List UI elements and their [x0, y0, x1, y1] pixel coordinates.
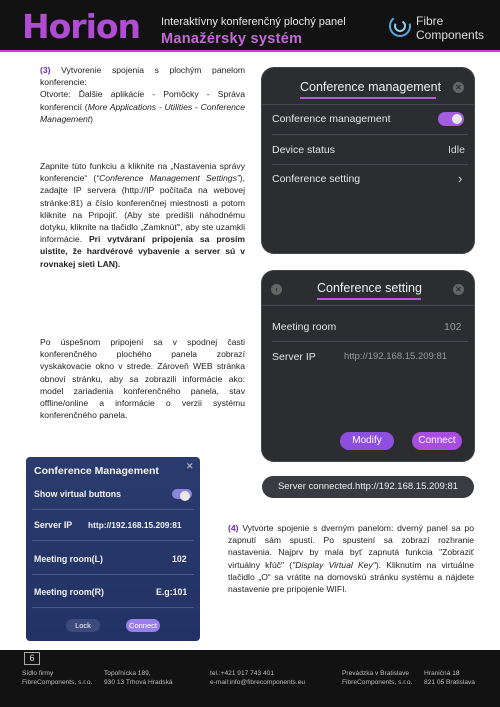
footer-col-2 [104, 670, 173, 687]
meeting-room-value[interactable]: 102 [444, 321, 462, 333]
paragraph-italic: “Conference Management Settings” [96, 173, 240, 184]
step-number: (3) [40, 65, 51, 75]
section-3-text [40, 64, 245, 125]
conference-management-dialog [26, 457, 200, 641]
footer-line: 930 13 Trhová Hradská [104, 678, 173, 686]
header-accent-line [0, 50, 500, 52]
divider [272, 134, 468, 135]
server-connected-toast: Server connected.http://192.168.15.209:81 [262, 476, 474, 498]
footer-line: 821 05 Bratislava [424, 678, 475, 686]
paragraph-text: ). Kliknutím na virtuálne tlačidlo „O“ sa vrátite na domovskú stránku systému a nájdete nastavenie pre pripojenie WIFI. [228, 559, 474, 595]
header-title-line1: Interaktívny konferenčný plochý panel [161, 16, 346, 28]
show-virtual-buttons-toggle[interactable] [172, 489, 192, 499]
conference-setting-row[interactable]: Conference setting [272, 173, 361, 185]
title-underline [300, 97, 436, 99]
meeting-room-r-field[interactable]: E.g:101 [156, 587, 188, 597]
divider [272, 164, 468, 165]
brand-line1: Fibre [416, 14, 444, 28]
paragraph-text: Po úspešnom pripojení sa v spodnej časti konferenčného plochého panela zobrazí vyskakovacie okno v strede. Zároveň WEB stránka obnoví stránku, aby sa zobrazili informácie ako: model zariadenia konferenčného panela, stav offline/online a informácie o verzii systému konferenčného panela. [40, 337, 245, 421]
brand-line2: Components [416, 28, 485, 42]
divider [262, 305, 474, 306]
connect-button[interactable]: Connect [412, 432, 462, 450]
close-icon[interactable]: ✕ [453, 82, 464, 93]
footer-line: FibreComponents, s.r.o. [22, 678, 93, 686]
connect-button[interactable]: Connect [126, 619, 160, 632]
footer-line: FibreComponents, s.r.o. [342, 678, 413, 686]
close-icon[interactable]: ✕ [453, 284, 464, 295]
paragraph-text: Vytvorte spojenie s dverným panelom: dverný panel sa po zapnutí sám spustí. Po spustení sa zobrazí rozhranie nastavenia. Najprv by mala byť zapnutá funkcia "Zobraziť virtuálny kľúč" ( [228, 523, 474, 570]
footer-line: Prevádzka v Bratislave [342, 670, 410, 677]
device-status-value: Idle [448, 144, 465, 156]
footer-line: e-mail:info@fibrecomponents.eu [210, 678, 306, 686]
footer-line: Hraničná 18 [424, 670, 460, 677]
show-virtual-buttons-label: Show virtual buttons [34, 489, 121, 499]
horion-logo: Horion [22, 7, 141, 46]
paragraph-italic: More Applications - Utilities - Conference Management [40, 101, 245, 124]
divider [32, 509, 194, 510]
meeting-room-l-field[interactable]: 102 [172, 554, 187, 564]
footer-line: Sídlo firmy [22, 670, 54, 677]
conference-management-label: Conference management [272, 113, 391, 125]
divider [32, 574, 194, 575]
conference-management-toggle[interactable] [438, 112, 464, 126]
footer-col-3 [210, 670, 305, 687]
footer-col-1 [22, 670, 92, 687]
paragraph-text: Otvorte: Ďalšie aplikácie - Pomôcky - Správa konferencií ( [40, 89, 245, 112]
server-ip-value[interactable]: http://192.168.15.209:81 [344, 351, 448, 362]
divider [262, 104, 474, 105]
meeting-room-label: Meeting room [272, 321, 337, 333]
fibre-components-logo [388, 12, 493, 42]
paragraph-bold: Pri vytváraní pripojenia sa prosím uistite, že hardvérové vybavenie a server sú v rovnakej sieti LAN). [40, 234, 246, 269]
section-4-text [228, 522, 474, 595]
modify-button[interactable]: Modify [340, 432, 394, 450]
footer-col-4 [342, 670, 412, 687]
paragraph-text: ), zadajte IP servera (http://IP počítača na webovej stránke:81) a číslo konferenčnej miestnosti a potom kliknite na Pripojiť. (Aby ste predišli náhodnému dotyku, kliknite na tlačidlo „Zamknúť“, aby ste uzamkli informácie. [40, 173, 245, 245]
header-title-line2: Manažérsky systém [161, 31, 303, 47]
paragraph-text: Zapnite túto funkciu a kliknite na „Nastavenia správy konferencie“ ( [40, 161, 245, 184]
footer-col-5 [424, 670, 475, 687]
close-icon[interactable]: ✕ [186, 461, 194, 471]
page-number: 6 [24, 652, 40, 665]
conference-setting-screen [262, 271, 474, 461]
meeting-room-r-label: Meeting room(R) [34, 587, 104, 597]
chevron-right-icon: › [458, 171, 463, 186]
lock-button[interactable]: Lock [66, 619, 100, 632]
connection-text [40, 336, 245, 421]
conference-management-screen [262, 68, 474, 253]
server-ip-label: Server IP [34, 520, 73, 530]
divider [32, 607, 194, 608]
screen-title: Conference setting [317, 281, 422, 295]
server-ip-field[interactable]: http://192.168.15.209:81 [88, 520, 182, 530]
meeting-room-l-label: Meeting room(L) [34, 554, 103, 564]
server-ip-label: Server IP [272, 351, 316, 363]
paragraph-italic: "Display Virtual Key" [292, 559, 376, 570]
step-number: (4) [228, 523, 239, 533]
footer-line: tel.:+421 917 743 401 [210, 670, 274, 677]
back-arrow-icon[interactable]: ‹ [271, 284, 282, 295]
device-status-label: Device status [272, 144, 336, 156]
paragraph-text: ) [90, 113, 94, 124]
instructions-text [40, 160, 245, 270]
screen-title: Conference management [300, 80, 442, 94]
divider [32, 540, 194, 541]
divider [272, 341, 468, 342]
dialog-title: Conference Management [34, 465, 159, 477]
title-underline [317, 298, 421, 300]
fibre-swirl-icon [388, 14, 412, 38]
footer-line: Topoľnícka 189, [104, 670, 151, 677]
paragraph-text: Vytvorenie spojenia s plochým panelom konferencie: [40, 65, 246, 88]
